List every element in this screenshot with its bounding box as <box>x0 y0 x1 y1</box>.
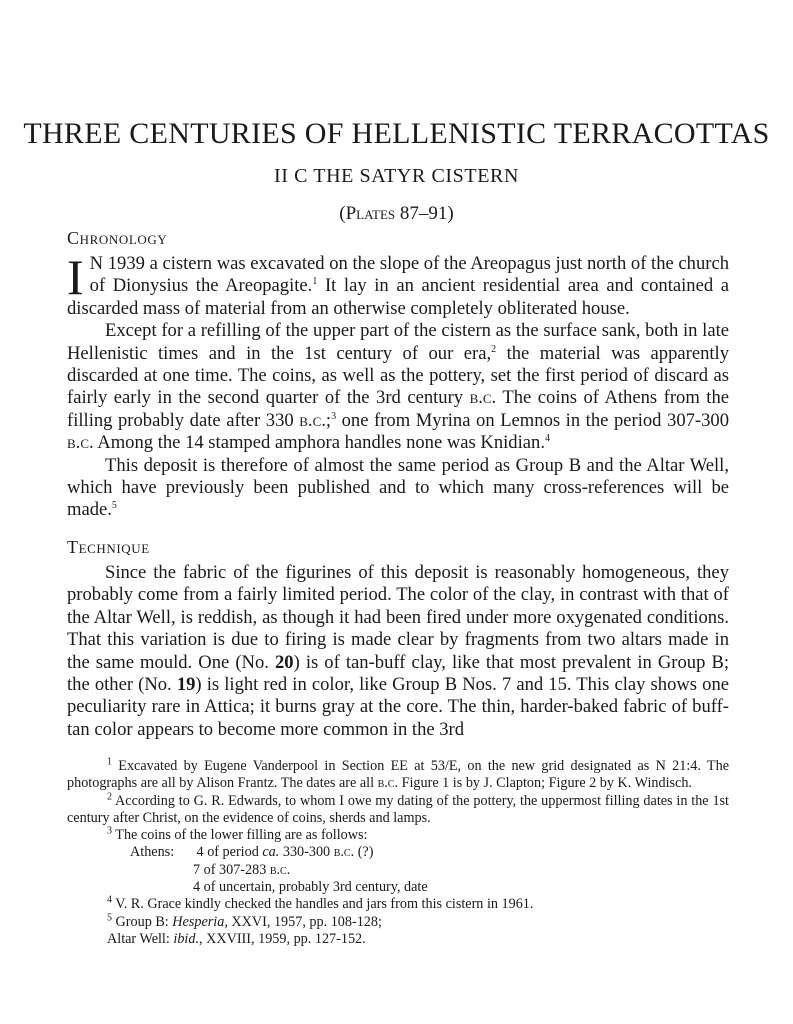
technique-paragraph-1 <box>67 562 729 741</box>
text-run: This deposit is therefore of almost the same period as Group B and the Altar Well, which have previously been published and to which many cross-references will be made. <box>67 454 729 521</box>
section-heading-technique: Technique <box>67 537 150 557</box>
technique-body <box>67 562 729 741</box>
footnote-marker: 5 <box>107 911 112 923</box>
text-run: the material was apparently discarded at one time. The coins, as well as the pottery, set the first period of discard as fairly early in the second quarter of the 3rd century <box>67 342 729 409</box>
footnote-ref-3[interactable]: 3 <box>331 410 337 422</box>
footnote-2 <box>67 790 729 828</box>
chronology-paragraph-1 <box>67 249 729 320</box>
text-run: N 1939 a cistern was excavated on the slope of the Areopagus just north of the church of Dionysius the Areopagite. <box>89 253 729 297</box>
text-run: Altar Well: <box>107 930 174 947</box>
footnote-ref-2[interactable]: 2 <box>491 343 497 355</box>
coin-list <box>130 844 729 896</box>
footnote-marker: 2 <box>107 790 112 802</box>
journal-title: Hesperia <box>172 913 225 930</box>
section-heading-chronology: Chronology <box>67 228 168 248</box>
text-run: Except for a refilling of the upper part of the cistern as the surface sank, both in late Hellenistic times and in the 1st century of our era, <box>67 320 729 364</box>
footnote-marker: 3 <box>107 825 112 837</box>
text-run: ibid. <box>173 930 199 947</box>
coin-list-row: 4 of uncertain, probably 3rd century, date <box>193 879 428 896</box>
text-run: V. R. Grace kindly checked the handles and jars from this cistern in 1961. <box>112 896 534 913</box>
plates-reference: (Plates 87–91) <box>339 203 454 224</box>
text-run: , XXVI, 1957, pp. 108-128; <box>224 913 382 930</box>
text-run: Since the fabric of the figurines of this deposit is reasonably homogeneous, they probably come from a fairly limited period. The color of the clay, in contrast with that of the Altar Well, is reddish, as though it had been fired under more oxygenated conditions. That this variation is due to firing is made clear by fragments from two altars made in the same mould. One (No. <box>67 562 729 673</box>
chronology-paragraph-3 <box>67 455 729 522</box>
catalogue-number-19: 19 <box>176 674 196 696</box>
footnote-ref-4[interactable]: 4 <box>544 433 550 445</box>
text-run: 330-300 <box>279 844 334 861</box>
footnote-5-continuation <box>67 931 729 948</box>
chronology-body <box>67 249 729 522</box>
text-run: Figure 1 is by J. Clapton; Figure 2 by K. Windisch. <box>398 775 692 792</box>
text-run: (?) <box>354 844 374 861</box>
coin-list-row <box>130 862 729 879</box>
text-run: Group B: <box>112 913 173 930</box>
footnotes <box>67 758 729 948</box>
footnote-ref-5[interactable]: 5 <box>111 500 117 512</box>
era-abbrev: b.c. <box>377 775 399 792</box>
text-run: 7 of 307-283 <box>193 861 270 878</box>
footnote-3 <box>67 827 729 844</box>
text-run: ) is light red in color, like Group B Nos. 7 and 15. This clay shows one peculiarity rare in Attica; it burns gray at the core. The thin, harder-baked fabric of buff-tan color appears to become more common in the 3rd <box>67 674 729 740</box>
text-run: The coins of the lower filling are as follows: <box>112 827 368 844</box>
drop-cap: I <box>67 249 84 305</box>
coin-list-label: Athens: <box>130 844 175 861</box>
chronology-paragraph-2 <box>67 320 729 454</box>
footnote-1 <box>67 758 729 793</box>
era-abbrev: b.c <box>67 432 89 454</box>
text-run: . The coins of Athens from the filling probably date after 330 <box>67 387 729 431</box>
text-run: one from Myrina on Lemnos in the period 307-300 <box>336 409 729 431</box>
era-abbrev: b.c. <box>269 861 291 878</box>
text-run: . Among the 14 stamped amphora handles none was Knidian. <box>89 432 545 454</box>
text-run: It lay in an ancient residential area and contained a discarded mass of material from an otherwise completely obliterated house. <box>67 275 729 319</box>
text-run: Excavated by Eugene Vanderpool in Section EE at 53/E, on the new grid designated as N 21:4. The photographs are all by Alison Frantz. The dates are all <box>67 758 729 792</box>
era-abbrev: b.c <box>469 387 492 409</box>
coin-list-row <box>130 844 729 861</box>
footnote-4 <box>67 896 729 913</box>
text-run: ) is of tan-buff clay, like that most prevalent in Group B; the other (No. <box>67 651 730 696</box>
text-run: 4 of period <box>193 844 263 861</box>
text-run: , XXVIII, 1959, pp. 127-152. <box>199 930 366 947</box>
footnote-5 <box>67 911 729 931</box>
text-run: ca. <box>262 844 280 861</box>
footnote-marker: 1 <box>107 756 112 768</box>
era-abbrev: b.c. <box>333 844 355 861</box>
footnote-ref-1[interactable]: 1 <box>312 276 318 288</box>
text-run: According to G. R. Edwards, to whom I owe my dating of the pottery, the uppermost filling dates in the 1st century after Christ, on the evidence of coins, sherds and lamps. <box>67 792 729 826</box>
page-subtitle: II C THE SATYR CISTERN <box>273 165 520 187</box>
footnote-marker: 4 <box>107 894 112 906</box>
page-title: THREE CENTURIES OF HELLENISTIC TERRACOTTAS <box>23 117 770 150</box>
catalogue-number-20: 20 <box>274 651 294 673</box>
era-abbrev: b.c.; <box>299 409 332 431</box>
